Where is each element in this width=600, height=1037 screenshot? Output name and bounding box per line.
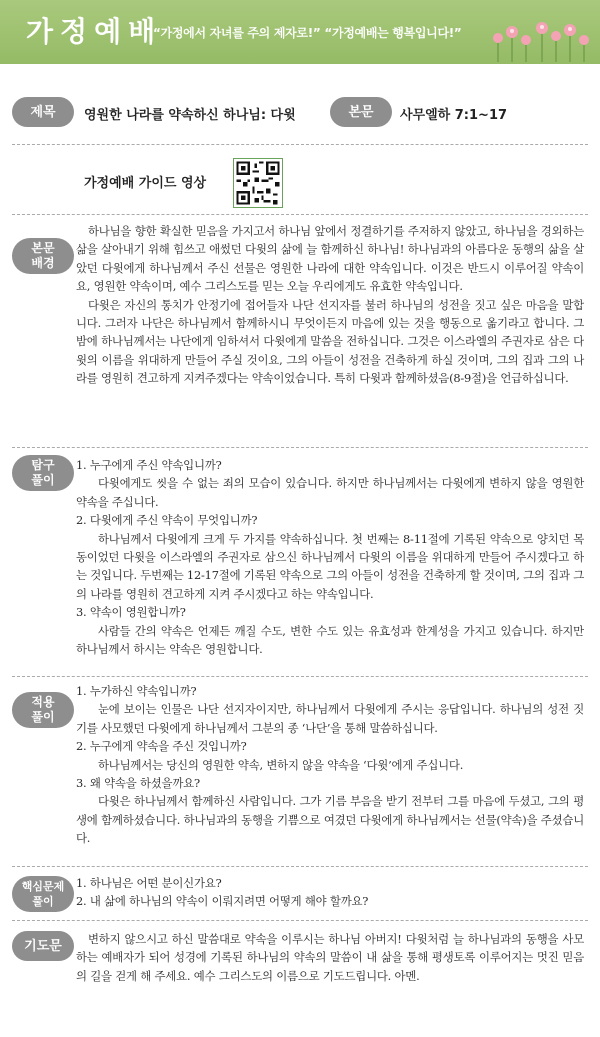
apply-answer-1: 눈에 보이는 인물은 나단 선지자이지만, 하나님께서 다윗에게 주시는 응답입니다. 하나님의 성전 짓기를 사모했던 다윗에게 하나님께서 그분의 종 ‘나단’을 통해 말씀하십니다.: [76, 702, 584, 735]
divider: [12, 866, 588, 867]
header-slogan: “가정에서 자녀를 주의 제자로!” “가정예배는 행복입니다!”: [153, 26, 462, 40]
scripture-badge: 본문: [330, 97, 392, 127]
background-section: [76, 222, 584, 388]
divider: [12, 144, 588, 145]
core-badge-label: 핵심문제 풀이: [21, 880, 65, 908]
flower-decoration-icon: [488, 0, 600, 64]
apply-question-2: 2. 누구에게 약속을 주신 것입니까?: [76, 739, 247, 754]
background-paragraph-2: 다윗은 자신의 통치가 안정기에 접어들자 나단 선지자를 불러 하나님의 성전을 짓고 싶은 마음을 말합니다. 그러자 나단은 하나님께서 함께하시니 무엇이든지 마음에 있는 것을 행동으로 옮기라고 합니다. 그 밤에 하나님께서는 나단에게 임하셔서 다윗에게 말씀을 전하십니다. 그것은 이스라엘의 주권자로 삼은 다윗의 이름을 위대하게 만들어 주실 것이요, 그의 아들이 성전을 건축하게 하실 것이며, 그의 집과 그의 나라를 영원히 견고하게 지켜주겠다는 약속이었습니다. 특히 다윗과 함께하셨음(8-9절)을 언급하십니다.: [76, 297, 584, 386]
explore-answer-3: 사람들 간의 약속은 언제든 깨질 수도, 변한 수도 있는 유효성과 한계성을 가지고 있습니다. 하지만 하나님께서 하시는 약속은 영원합니다.: [76, 623, 584, 657]
core-section: [76, 874, 584, 911]
apply-badge: [12, 692, 74, 728]
explore-question-1: 1. 누구에게 주신 약속입니까?: [76, 458, 222, 472]
apply-badge-label: 적용 풀이: [31, 695, 55, 724]
explore-badge: [12, 455, 74, 491]
title-badge: 제목: [12, 97, 74, 127]
explore-question-2: 2. 다윗에게 주신 약속이 무엇입니까?: [76, 513, 258, 528]
apply-question-3: 3. 왜 약속을 하셨을까요?: [76, 776, 200, 791]
core-question-2: 2. 내 삶에 하나님의 약속이 이뤄지려면 어떻게 해야 할까요?: [76, 894, 369, 909]
sermon-title: 영원한 나라를 약속하신 하나님: 다윗: [84, 108, 296, 123]
background-badge-label: 본문 배경: [31, 241, 55, 270]
divider: [12, 447, 588, 448]
apply-section: [76, 682, 584, 848]
explore-question-3: 3. 약속이 영원합니까?: [76, 605, 186, 620]
divider: [12, 920, 588, 921]
explore-badge-label: 탐구 풀이: [31, 458, 55, 487]
guide-video-label[interactable]: 가정예배 가이드 영상: [84, 176, 207, 191]
background-badge: [12, 238, 74, 274]
apply-answer-3: 다윗은 하나님께서 함께하신 사람입니다. 그가 기름 부음을 받기 전부터 그를 마음에 두셨고, 그의 평생에 함께하셨습니다. 하나님과의 동행을 기쁨으로 여겼던 다윗에게 하나님께서는 선물(약속)을 주셨습니다.: [76, 794, 584, 846]
core-question-1: 1. 하나님은 어떤 분이신가요?: [76, 876, 222, 890]
explore-answer-2: 하나님께서 다윗에게 크게 두 가지를 약속하십니다. 첫 번째는 8-11절에 기록된 약속으로 양치던 목동이었던 다윗을 이스라엘의 주권자로 삼으신 하나님께서 다윗의 이름을 위대하게 만들어 주시겠다고 하는 것입니다. 두번째는 12-17절에 기록된 약속으로 그의 아들이 성전을 건축하게 할 것이며, 그의 집과 그의 나라를 영원히 견고하게 지켜 주시겠다고 하는 약속입니다.: [76, 531, 584, 601]
apply-question-1: 1. 누가하신 약속입니까?: [76, 684, 197, 698]
background-paragraph-1: 하나님을 향한 확실한 믿음을 가지고서 하나님 앞에서 정결하기를 주저하지 않았고, 하나님을 경외하는 삶을 살아내기 위해 힘쓰고 애썼던 다윗의 삶에 늘 함께하신 하나님! 하나님과의 아름다운 동행의 삶을 살았던 다윗에게 하나님께서 주신 선물은 영원한 나라에 대한 약속입니다. 이것은 반드시 이루어질 약속이요, 영원한 약속이며, 예수 그리스도를 믿는 오늘 우리에게도 유효한 약속입니다.: [76, 224, 584, 294]
divider: [12, 214, 588, 215]
page-header: [0, 0, 600, 64]
scripture-reference: 사무엘하 7:1~17: [400, 108, 508, 123]
prayer-badge: 기도문: [12, 931, 74, 961]
explore-answer-1: 다윗에게도 씻을 수 없는 죄의 모습이 있습니다. 하지만 하나님께서는 다윗에게 변하지 않을 영원한 약속을 주십니다.: [76, 476, 584, 509]
explore-section: [76, 456, 584, 658]
header-title: 가정예배: [26, 15, 163, 48]
prayer-text: 변하지 않으시고 하신 말씀대로 약속을 이루시는 하나님 아버지! 다윗처럼 늘 하나님과의 동행을 사모하는 예배자가 되어 성경에 기록된 하나님의 약속의 말씀이 내 삶을 통해 평생토록 이루어지는 멋진 믿음의 길을 걷게 해 주세요. 예수 그리스도의 이름으로 기도드립니다. 아멘.: [76, 932, 584, 983]
qr-code-icon[interactable]: [233, 158, 283, 208]
prayer-section: [76, 930, 584, 985]
divider: [12, 676, 588, 677]
apply-answer-2: 하나님께서는 당신의 영원한 약속, 변하지 않을 약속을 ‘다윗’에게 주십니다.: [98, 757, 464, 772]
core-badge: [12, 876, 74, 912]
